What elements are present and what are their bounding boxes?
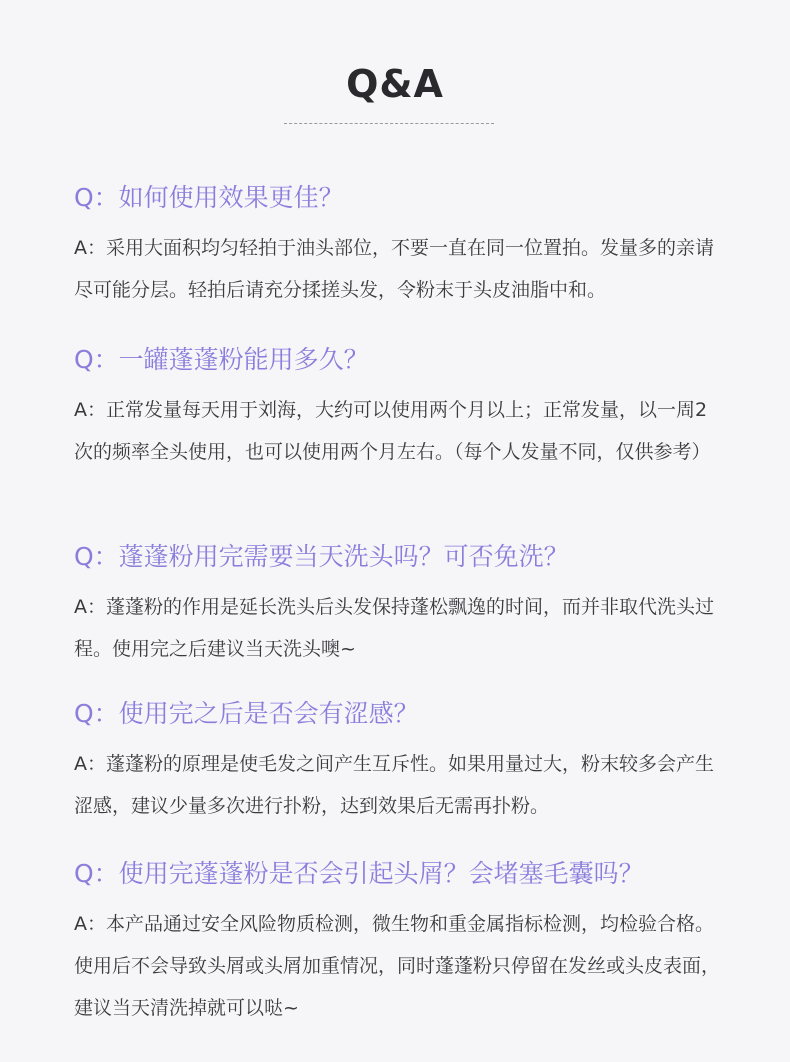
qa-item: [74, 343, 724, 473]
question-text: Q：蓬蓬粉用完需要当天洗头吗？可否免洗？: [74, 542, 569, 571]
qa-item: [74, 540, 724, 670]
question-text: Q：一罐蓬蓬粉能用多久？: [74, 345, 369, 374]
qa-item: [74, 857, 724, 1029]
qa-item: [74, 697, 724, 827]
answer-text: A：本产品通过安全风险物质检测，微生物和重金属指标检测，均检验合格。使用后不会导致头屑或头屑加重情况，同时蓬蓬粉只停留在发丝或头皮表面，建议当天清洗掉就可以哒~: [74, 913, 721, 1019]
title-divider: [284, 123, 494, 124]
answer-text: A：正常发量每天用于刘海，大约可以使用两个月以上；正常发量，以一周2次的频率全头使用，也可以使用两个月左右。（每个人发量不同，仅供参考）: [74, 399, 711, 463]
answer-text: A：蓬蓬粉的作用是延长洗头后头发保持蓬松飘逸的时间，而并非取代洗头过程。使用完之后建议当天洗头噢~: [74, 596, 714, 660]
answer-text: A：采用大面积均匀轻拍于油头部位，不要一直在同一位置拍。发量多的亲请尽可能分层。轻拍后请充分揉搓头发，令粉末于头皮油脂中和。: [74, 237, 714, 301]
question-text: Q：使用完之后是否会有涩感？: [74, 699, 419, 728]
question-text: Q：如何使用效果更佳？: [74, 183, 344, 212]
question-text: Q：使用完蓬蓬粉是否会引起头屑？会堵塞毛囊吗？: [74, 859, 644, 888]
answer-text: A：蓬蓬粉的原理是使毛发之间产生互斥性。如果用量过大，粉末较多会产生涩感，建议少量多次进行扑粉，达到效果后无需再扑粉。: [74, 753, 714, 817]
qa-item: [74, 181, 724, 311]
page-title: Q&A: [346, 62, 444, 106]
